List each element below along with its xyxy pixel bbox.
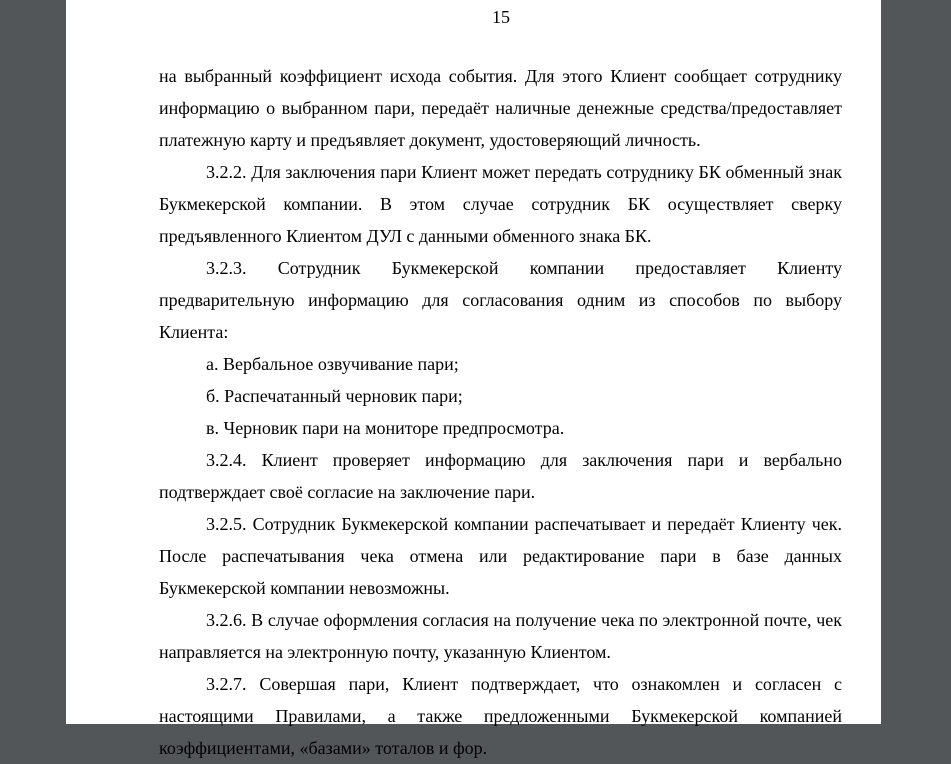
paragraph-text: Совершая пари, Клиент подтверждает, что ознакомлен и согласен с настоящими Правилами, а также предложенными Букмекерской компанией коэффициентами, «базами» тоталов и фор. [159,674,842,758]
page-number: 15 [492,7,510,27]
clause-number: 3.2.5. [206,514,247,534]
clause-number: 3.2.7. [206,674,247,694]
paragraph-3-2-3 [159,252,842,348]
paragraph-3-2-4 [159,444,842,508]
list-item-a [159,348,842,380]
paragraph-3-2-7 [159,668,842,764]
list-item-text: а. Вербальное озвучивание пари; [206,354,459,374]
clause-number: 3.2.3. [206,258,247,278]
paragraph-3-2-5 [159,508,842,604]
paragraph-text: Клиент проверяет информацию для заключения пари и вербально подтверждает своё согласие на заключение пари. [159,450,842,502]
paragraph-text: Для заключения пари Клиент может передать сотруднику БК обменный знак Букмекерской компании. В этом случае сотрудник БК осуществляет сверку предъявленного Клиентом ДУЛ с данными обменного знака БК. [159,162,843,246]
list-item-text: в. Черновик пари на мониторе предпросмотра. [206,418,565,438]
list-item-v [159,412,842,444]
clause-number: 3.2.4. [206,450,247,470]
clause-number: 3.2.2. [206,162,247,182]
paragraph-text: Сотрудник Букмекерской компании распечатывает и передаёт Клиенту чек. После распечатывания чека отмена или редактирование пари в базе данных Букмекерской компании невозможны. [159,514,842,598]
clause-number: 3.2.6. [206,610,247,630]
paragraph-text: В случае оформления согласия на получение чека по электронной почте, чек направляется на электронную почту, указанную Клиентом. [159,610,842,662]
paragraph-text: Сотрудник Букмекерской компании предоставляет Клиенту предварительную информацию для согласования одним из способов по выбору Клиента: [159,258,842,342]
list-item-b [159,380,842,412]
paragraph-continuation [159,60,842,156]
paragraph-3-2-2 [159,156,842,252]
document-page [66,0,881,758]
list-item-text: б. Распечатанный черновик пари; [206,386,463,406]
document-body [159,60,842,764]
paragraph-3-2-6 [159,604,842,668]
paragraph-text: на выбранный коэффициент исхода события. Для этого Клиент сообщает сотруднику информацию о выбранном пари, передаёт наличные денежные средства/предоставляет платежную карту и предъявляет документ, удостоверяющий личность. [159,66,842,150]
